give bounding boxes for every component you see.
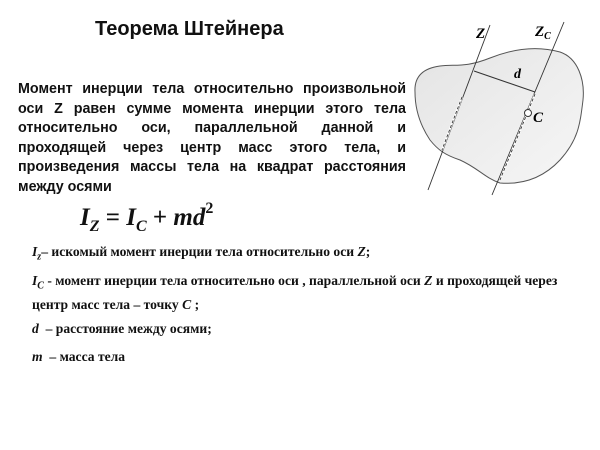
center-of-mass-point xyxy=(525,110,532,117)
center-label: C xyxy=(533,110,544,126)
distance-label: d xyxy=(514,67,521,82)
rigid-body-shape xyxy=(415,49,583,184)
definition-ic: $I_C$ - момент инерции тела относительно оси , параллельной оси Z и проходящей через центр масс тела – точку C ; xyxy=(32,273,558,312)
definition-iz: $I_z-$ искомый момент инерции тела относительно оси Z; xyxy=(32,244,371,263)
body-axes-diagram xyxy=(400,0,600,220)
theorem-statement: Момент инерции тела относительно произвольной оси Z равен сумме момента инерции этого тела относительно оси, параллельной данной и проходящей через центр масс этого тела, и произведения массы тела на квадрат расстояния между осями xyxy=(18,81,406,195)
axis-zc-label: $Z_C$ xyxy=(535,24,551,42)
slide-title: Теорема Штейнера xyxy=(95,18,284,40)
definition-m: m – масса тела xyxy=(32,349,126,364)
steiner-formula: $I_Z = I_C + md^2$ xyxy=(80,200,214,235)
definition-d: d – расстояние между осями; xyxy=(32,321,212,336)
axis-z-label: Z xyxy=(476,26,486,42)
